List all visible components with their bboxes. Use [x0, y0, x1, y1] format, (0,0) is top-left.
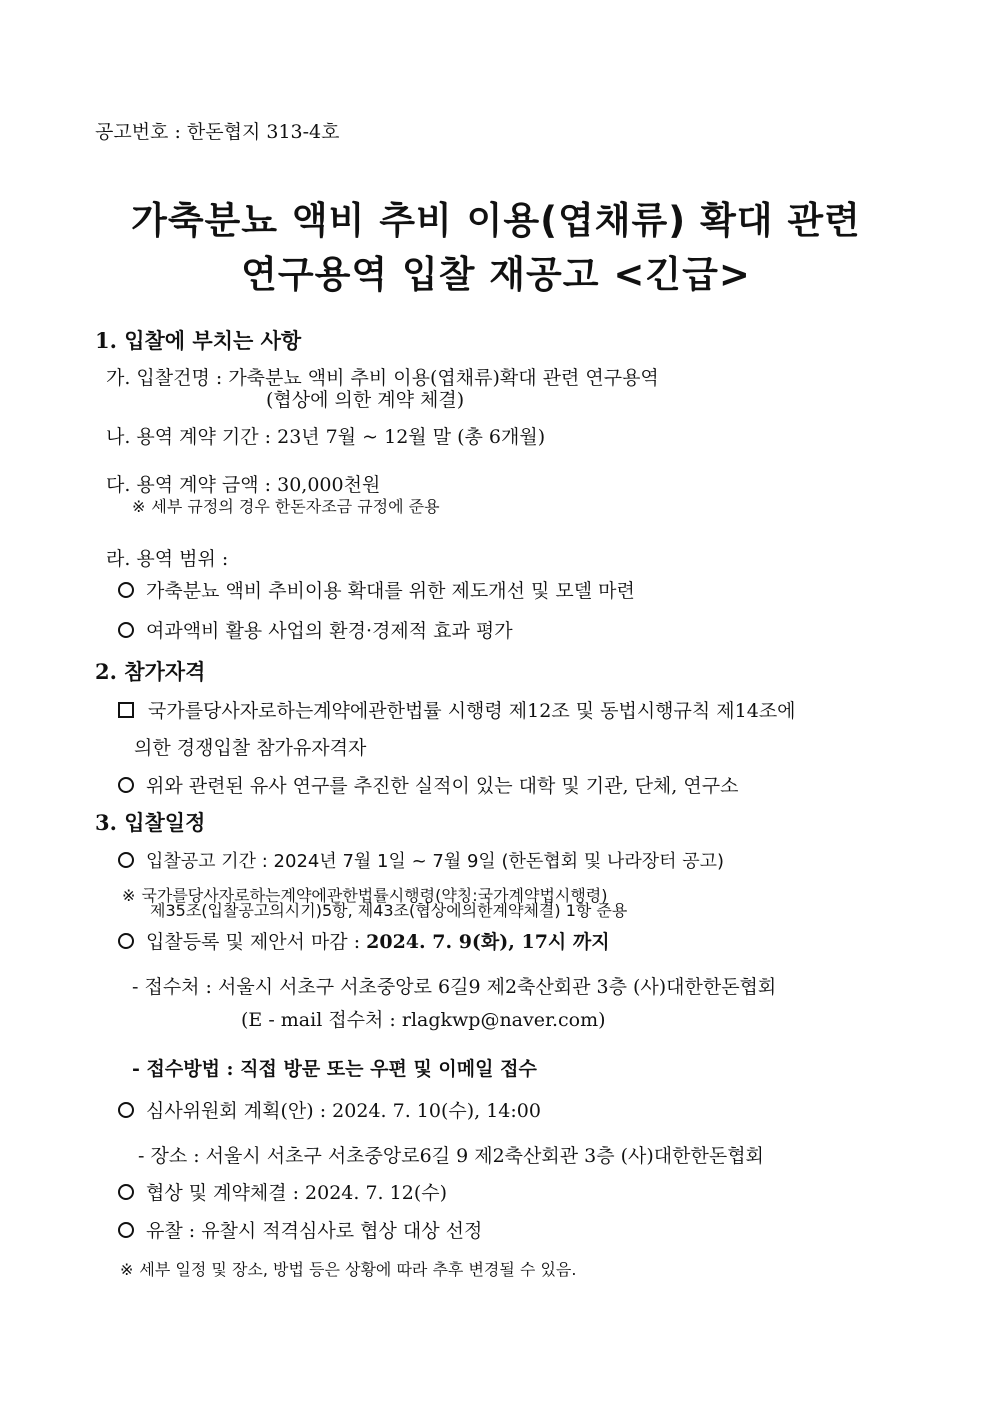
contract-text: 협상 및 계약체결 : 2024. 7. 12(수) — [146, 1182, 447, 1204]
note-text: 세부 규정의 경우 한돈자조금 규정에 준용 — [151, 497, 440, 516]
document-title-line2: 연구용역 입찰 재공고 <긴급> — [241, 253, 751, 296]
section1-item-ra: 라. 용역 범위 : — [106, 548, 229, 570]
section1-item-na: 나. 용역 계약 기간 : 23년 7월 ~ 12월 말 (총 6개월) — [106, 426, 546, 448]
committee-place: - 장소 : 서울시 서초구 서초중앙로6길 9 제2축산회관 3층 (사)대한한돈협회 — [138, 1145, 764, 1167]
reception-email: (E - mail 접수처 : rlagkwp@naver.com) — [241, 1009, 606, 1031]
scope-text: 가축분뇨 액비 추비이용 확대를 위한 제도개선 및 모델 마련 — [146, 580, 635, 602]
reference-mark: ※ — [122, 886, 136, 905]
notice-number: 공고번호 : 한돈협지 313-4호 — [95, 121, 340, 143]
reception-address: - 접수처 : 서울시 서초구 서초중앙로 6길9 제2축산회관 3층 (사)대한한돈협회 — [132, 976, 777, 998]
experience-text: 위와 관련된 유사 연구를 추진한 실적이 있는 대학 및 기관, 단체, 연구소 — [146, 775, 739, 797]
circle-bullet-icon — [118, 622, 134, 638]
reception-method: - 접수방법 : 직접 방문 또는 우편 및 이메일 접수 — [132, 1058, 537, 1080]
scope-item — [118, 576, 635, 603]
circle-bullet-icon — [118, 933, 134, 949]
note-text: 세부 일정 및 장소, 방법 등은 상황에 따라 추후 변경될 수 있음. — [139, 1260, 577, 1279]
deadline-label: 입찰등록 및 제안서 마감 : — [146, 931, 367, 953]
announce-note2: 제35조(입찰공고의시기)5항, 제43조(협상에의한계약체결) 1항 준용 — [150, 901, 628, 920]
announce-text: 입찰공고 기간 : 2024년 7월 1일 ~ 7월 9일 (한돈협회 및 나라장터 공고) — [146, 851, 725, 872]
section1-item-ga: 가. 입찰건명 : 가축분뇨 액비 추비 이용(엽채류)확대 관련 연구용역 — [106, 367, 659, 389]
circle-bullet-icon — [118, 777, 134, 793]
committee-text: 심사위원회 계획(안) : 2024. 7. 10(수), 14:00 — [146, 1100, 541, 1122]
scope-text: 여과액비 활용 사업의 환경·경제적 효과 평가 — [146, 620, 513, 642]
law-line1: 국가를당사자로하는계약에관한법률 시행령 제12조 및 동법시행규칙 제14조에 — [148, 700, 796, 722]
committee-plan — [118, 1096, 541, 1123]
circle-bullet-icon — [118, 1222, 134, 1238]
square-bullet-icon — [118, 702, 134, 718]
section1-item-ga-cont: (협상에 의한 계약 체결) — [266, 389, 465, 411]
circle-bullet-icon — [118, 1102, 134, 1118]
failed-text: 유찰 : 유찰시 적격심사로 협상 대상 선정 — [146, 1220, 483, 1242]
document-title-line1: 가축분뇨 액비 추비 이용(엽채류) 확대 관련 — [131, 199, 861, 242]
section1-item-da-note — [132, 494, 440, 517]
scope-item — [118, 616, 513, 643]
section1-item-da: 다. 용역 계약 금액 : 30,000천원 — [106, 474, 381, 496]
reference-mark: ※ — [132, 497, 146, 516]
section2-heading: 2. 참가자격 — [95, 659, 206, 684]
qualification-law — [118, 696, 796, 723]
deadline — [118, 927, 610, 954]
circle-bullet-icon — [118, 582, 134, 598]
section1-heading: 1. 입찰에 부치는 사항 — [95, 328, 302, 353]
section3-heading: 3. 입찰일정 — [95, 810, 206, 835]
deadline-value: 2024. 7. 9(화), 17시 까지 — [366, 931, 610, 953]
qualification-experience — [118, 771, 738, 798]
circle-bullet-icon — [118, 852, 134, 868]
contract-date — [118, 1178, 447, 1205]
failed-bid — [118, 1216, 482, 1243]
circle-bullet-icon — [118, 1184, 134, 1200]
law-line2: 의한 경쟁입찰 참가유자격자 — [134, 737, 367, 759]
final-note — [120, 1257, 576, 1280]
note-text: 국가를당사자로하는계약에관한법률시행령(약칭:국가계약법시행령) — [141, 886, 608, 905]
reference-mark: ※ — [120, 1260, 134, 1279]
announce-period — [118, 847, 724, 873]
